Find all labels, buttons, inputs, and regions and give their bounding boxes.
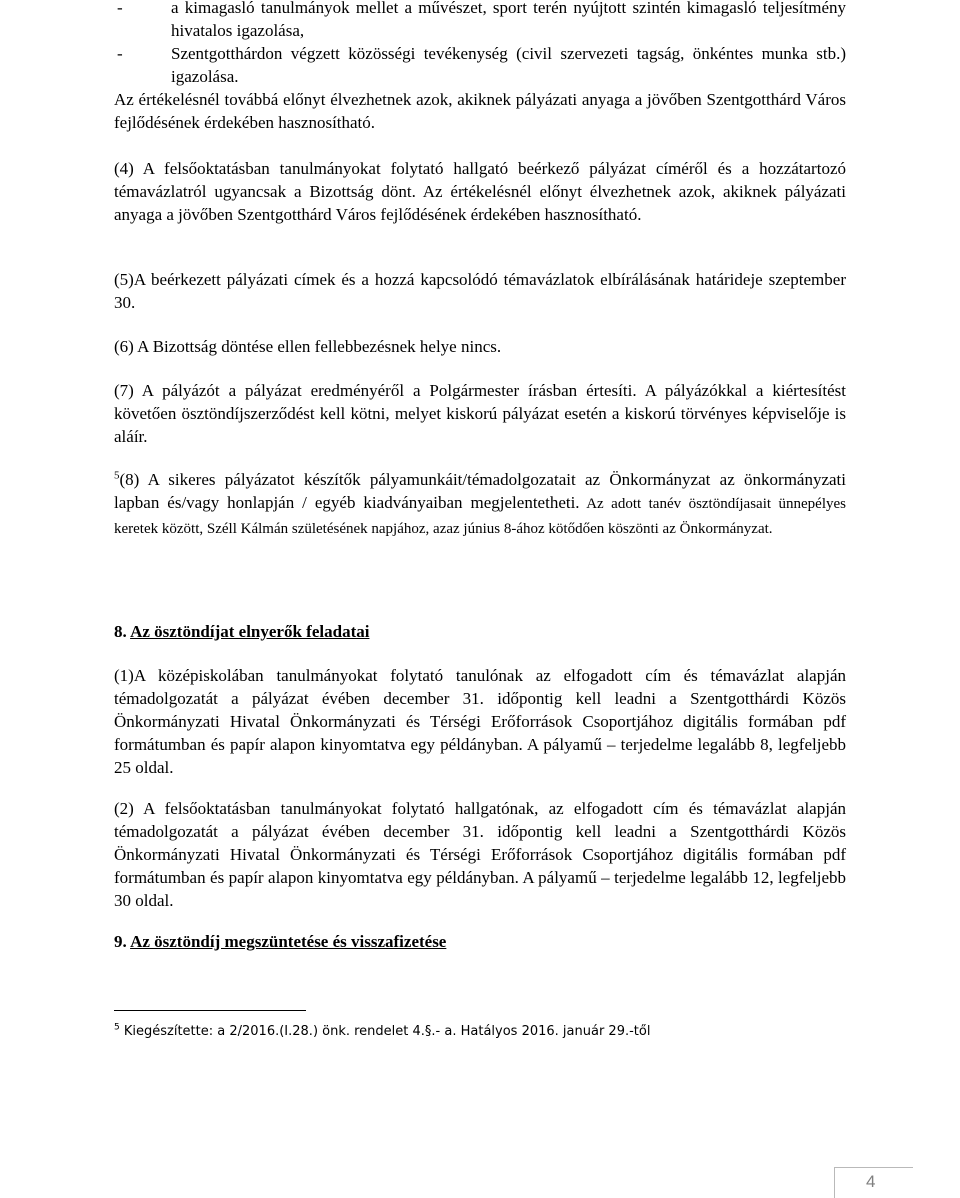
- footnote-reference[interactable]: 5: [114, 469, 120, 482]
- section-8-number: 8.: [114, 622, 127, 641]
- section-9-number: 9.: [114, 932, 127, 951]
- paragraph-5: (5)A beérkezett pályázati címek és a hozzá kapcsolódó témavázlatok elbírálásának határideje szeptember 30.: [114, 270, 846, 312]
- list-item: - a kimagasló tanulmányok mellet a művészet, sport terén nyújtott szintén kimagasló teljesítmény hivatalos igazolása,: [114, 0, 846, 42]
- section-8-title: Az ösztöndíjat elnyerők feladatai: [130, 622, 370, 641]
- paragraph-8: [114, 468, 846, 541]
- section-8-paragraph-1: (1)A középiskolában tanulmányokat folytató tanulónak az elfogadott cím és témavázlat alapján témadolgozatát a pályázat évében december 31. időpontig kell leadni a Szentgotthárdi Közös Önkormányzati Hivatal Önkormányzati és Térségi Erőforrások Csoportjához digitális formában pdf formátumban és papír alapon kinyomtatva egy példányban. A pályamű – terjedelme legalább 8, legfeljebb 25 oldal.: [114, 666, 846, 777]
- paragraph-7: (7) A pályázót a pályázat eredményéről a Polgármester írásban értesíti. A pályázókkal a kiértesítést követően ösztöndíjszerződést kell kötni, melyet kiskorú pályázat esetén a kiskorú törvényes képviselője is aláír.: [114, 381, 846, 446]
- section-8-heading: [114, 620, 846, 643]
- section-9-heading: [114, 930, 846, 953]
- paragraph-6: (6) A Bizottság döntése ellen fellebbezésnek helye nincs.: [114, 337, 502, 356]
- dash-bullet: -: [117, 0, 123, 17]
- section-8-paragraph-2: (2) A felsőoktatásban tanulmányokat folytató hallgatónak, az elfogadott cím és témavázlat alapján témadolgozatát a pályázat évében december 31. időpontig kell leadni a Szentgotthárdi Közös Önkormányzati Hivatal Önkormányzati és Térségi Erőforrások Csoportjához digitális formában pdf formátumban és papír alapon kinyomtatva egy példányban. A pályamű – terjedelme legalább 12, legfeljebb 30 oldal.: [114, 799, 846, 910]
- paragraph-8-main: (8) A sikeres pályázatot készítők pályamunkáit/témadolgozatait az Önkormányzat az önkormányzati lapban és/vagy honlapján / egyéb kiadványaiban megjelentetheti.: [114, 470, 846, 512]
- paragraph-evaluation: Az értékelésnél továbbá előnyt élvezhetnek azok, akiknek pályázati anyaga a jövőben Szentgotthárd Város fejlődésének érdekében hasznosítható.: [114, 90, 846, 132]
- footnote-text: Kiegészítette: a 2/2016.(I.28.) önk. rendelet 4.§.- a. Hatályos 2016. január 29.-től: [119, 1024, 651, 1039]
- paragraph-8-tail: Az adott tanév ösztöndíjasait ünnepélyes keretek között, Széll Kálmán születésének napjához, azaz június 8-ához kötődően köszönti az Önkormányzat.: [114, 496, 846, 537]
- footnote-marker: 5: [114, 1022, 120, 1033]
- page-number: 4: [866, 1172, 876, 1191]
- section-9-title: Az ösztöndíj megszüntetése és visszafizetése: [130, 932, 447, 951]
- list-item: - Szentgotthárdon végzett közösségi tevékenység (civil szervezeti tagság, önkéntes munka stb.) igazolása.: [117, 44, 846, 86]
- footnote: [114, 1023, 846, 1041]
- paragraph-4: (4) A felsőoktatásban tanulmányokat folytató hallgató beérkező pályázat címéről és a hozzátartozó témavázlatról ugyancsak a Bizottság dönt. Az értékelésnél előnyt élvezhetnek azok, akiknek pályázati anyaga a jövőben Szentgotthárd Város fejlődésének érdekében hasznosítható.: [114, 159, 846, 224]
- dash-bullet: -: [117, 44, 123, 63]
- footnote-separator: [114, 1010, 306, 1011]
- criteria-list: [114, 0, 846, 88]
